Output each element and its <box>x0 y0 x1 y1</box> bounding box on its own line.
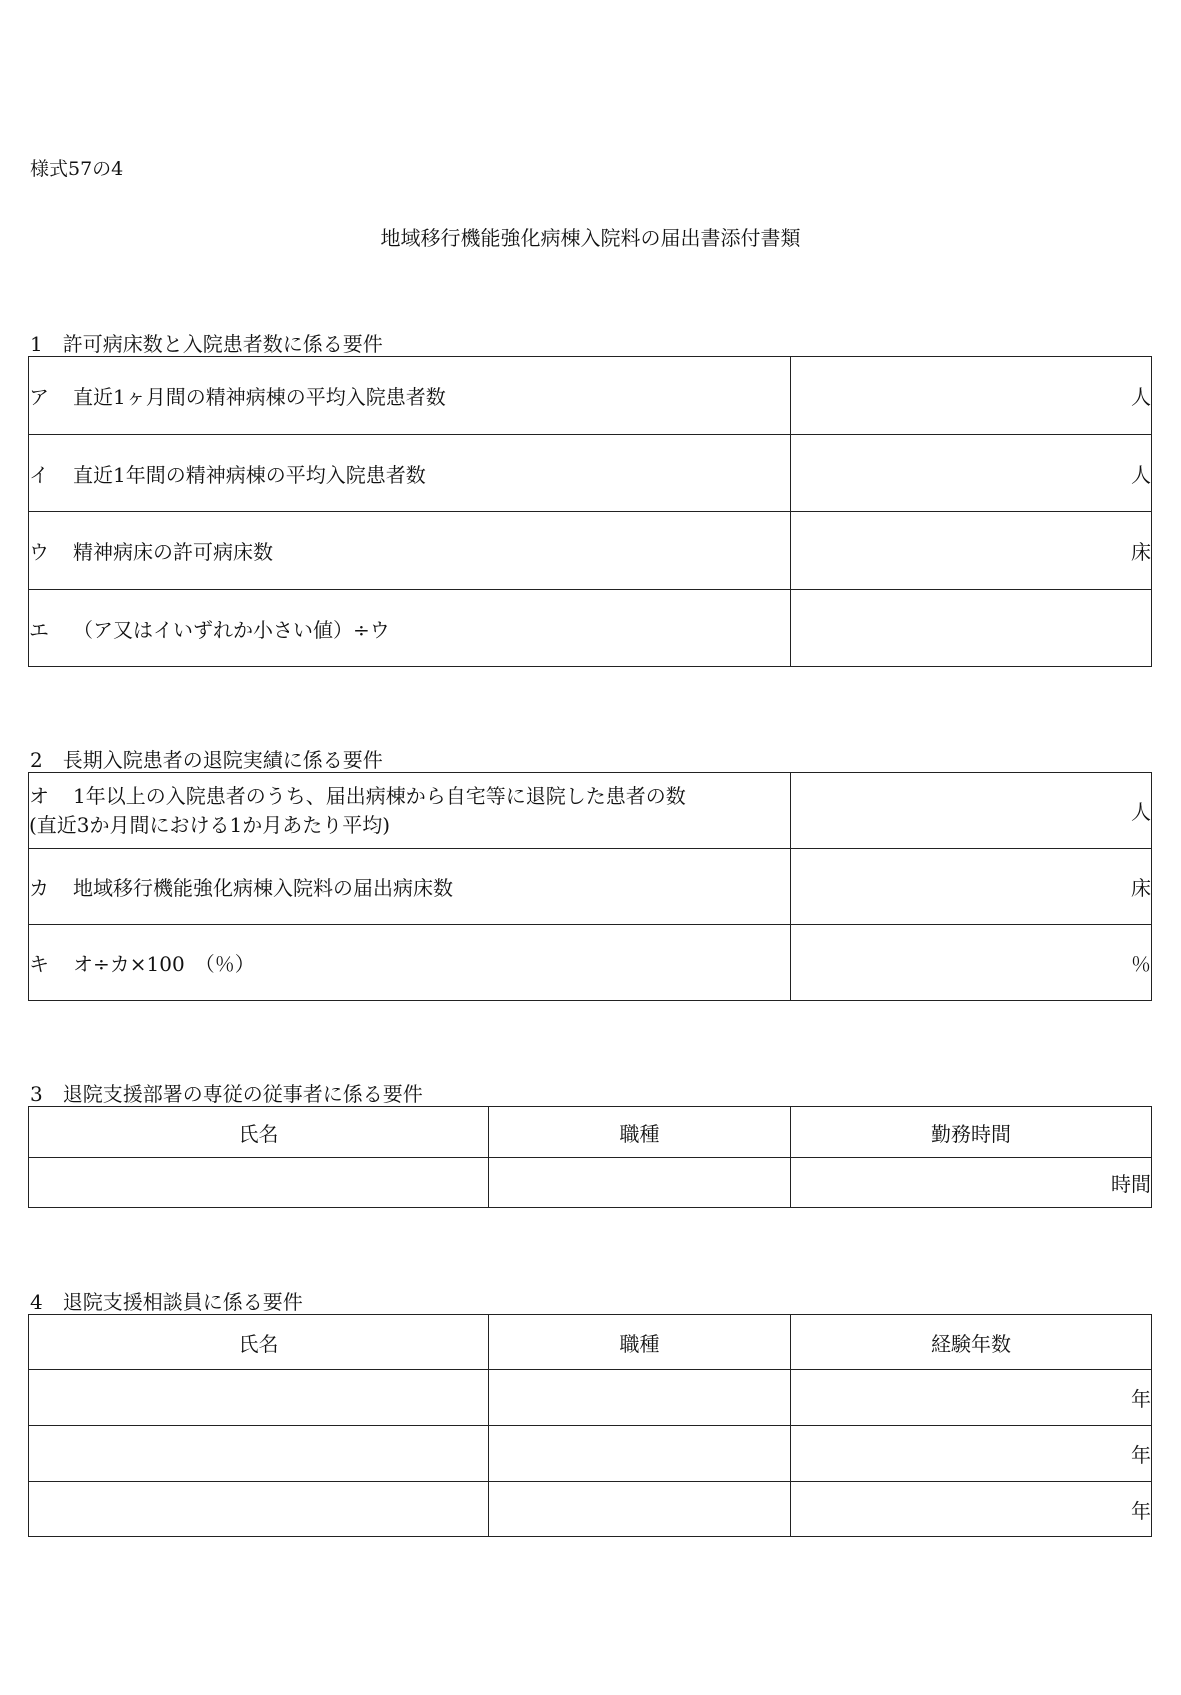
unit-label: 人 <box>1131 385 1151 409</box>
row-text: 直近1ヶ月間の精神病棟の平均入院患者数 <box>73 385 446 409</box>
row-text: 直近1年間の精神病棟の平均入院患者数 <box>73 462 426 487</box>
row-letter: イ <box>29 462 49 487</box>
name-cell[interactable] <box>29 1426 489 1482</box>
table-row <box>29 357 1152 435</box>
value-cell[interactable] <box>791 512 1152 590</box>
row-text-line-1 <box>29 782 790 811</box>
value-cell[interactable] <box>791 590 1152 667</box>
table-row <box>29 590 1152 667</box>
table-row <box>29 1482 1152 1537</box>
row-text: 地域移行機能強化病棟入院料の届出病床数 <box>73 876 453 900</box>
table-row <box>29 925 1152 1001</box>
unit-label: 人 <box>1131 462 1151 487</box>
row-text: 1年以上の入院患者のうち、届出病棟から自宅等に退院した患者の数 <box>73 783 686 808</box>
table-row <box>29 1158 1152 1208</box>
name-cell[interactable] <box>29 1370 489 1426</box>
unit-label: 年 <box>1131 1498 1151 1523</box>
header-job-type: 職種 <box>489 1107 791 1158</box>
row-letter: ウ <box>29 540 49 564</box>
unit-label: ％ <box>1131 952 1151 976</box>
row-text: 精神病床の許可病床数 <box>73 540 273 564</box>
unit-label: 時間 <box>1111 1172 1151 1196</box>
job-type-cell[interactable] <box>489 1426 791 1482</box>
years-cell[interactable] <box>791 1426 1152 1482</box>
value-cell[interactable] <box>791 357 1152 435</box>
row-text: （ア又はイいずれか小さい値）÷ウ <box>73 617 390 642</box>
row-text-line-2: (直近3か月間における1か月あたり平均) <box>29 812 391 837</box>
section-1-table <box>28 356 1152 667</box>
row-letter: キ <box>29 952 49 976</box>
row-label <box>29 849 791 925</box>
job-type-cell[interactable] <box>489 1158 791 1208</box>
section-4-title: 4 退院支援相談員に係る要件 <box>30 1290 303 1314</box>
unit-label: 床 <box>1131 876 1151 900</box>
form-id: 様式57の4 <box>30 158 124 180</box>
value-cell[interactable] <box>791 773 1152 849</box>
table-row <box>29 512 1152 590</box>
table-row <box>29 773 1152 849</box>
section-3-table <box>28 1106 1152 1208</box>
value-cell[interactable] <box>791 925 1152 1001</box>
table-row <box>29 435 1152 512</box>
section-3-title: 3 退院支援部署の専従の従事者に係る要件 <box>30 1082 423 1106</box>
row-text: オ÷カ×100 （％） <box>73 952 255 976</box>
value-cell[interactable] <box>791 435 1152 512</box>
job-type-cell[interactable] <box>489 1370 791 1426</box>
table-row <box>29 849 1152 925</box>
section-1-title: 1 許可病床数と入院患者数に係る要件 <box>30 332 383 356</box>
table-header-row <box>29 1315 1152 1370</box>
years-cell[interactable] <box>791 1370 1152 1426</box>
row-letter: ア <box>29 385 49 409</box>
value-cell[interactable] <box>791 849 1152 925</box>
section-4-table <box>28 1314 1152 1537</box>
unit-label: 床 <box>1131 540 1151 564</box>
name-cell[interactable] <box>29 1158 489 1208</box>
unit-label: 年 <box>1131 1443 1151 1467</box>
row-label <box>29 925 791 1001</box>
row-label <box>29 590 791 667</box>
unit-label: 年 <box>1131 1387 1151 1411</box>
table-row <box>29 1426 1152 1482</box>
name-cell[interactable] <box>29 1482 489 1537</box>
years-cell[interactable] <box>791 1482 1152 1537</box>
section-2-table <box>28 772 1152 1001</box>
table-header-row <box>29 1107 1152 1158</box>
row-letter: カ <box>29 876 49 900</box>
document-title: 地域移行機能強化病棟入院料の届出書添付書類 <box>380 226 801 250</box>
header-name: 氏名 <box>29 1315 489 1370</box>
row-label <box>29 435 791 512</box>
row-letter: オ <box>29 783 49 808</box>
header-name: 氏名 <box>29 1107 489 1158</box>
section-2-title: 2 長期入院患者の退院実績に係る要件 <box>30 748 383 772</box>
work-hours-cell[interactable] <box>791 1158 1152 1208</box>
header-work-hours: 勤務時間 <box>791 1107 1152 1158</box>
header-job-type: 職種 <box>489 1315 791 1370</box>
row-label <box>29 773 791 849</box>
row-letter: エ <box>29 617 49 642</box>
row-label <box>29 357 791 435</box>
header-years-experience: 経験年数 <box>791 1315 1152 1370</box>
unit-label: 人 <box>1131 800 1151 824</box>
table-row <box>29 1370 1152 1426</box>
row-label <box>29 512 791 590</box>
job-type-cell[interactable] <box>489 1482 791 1537</box>
